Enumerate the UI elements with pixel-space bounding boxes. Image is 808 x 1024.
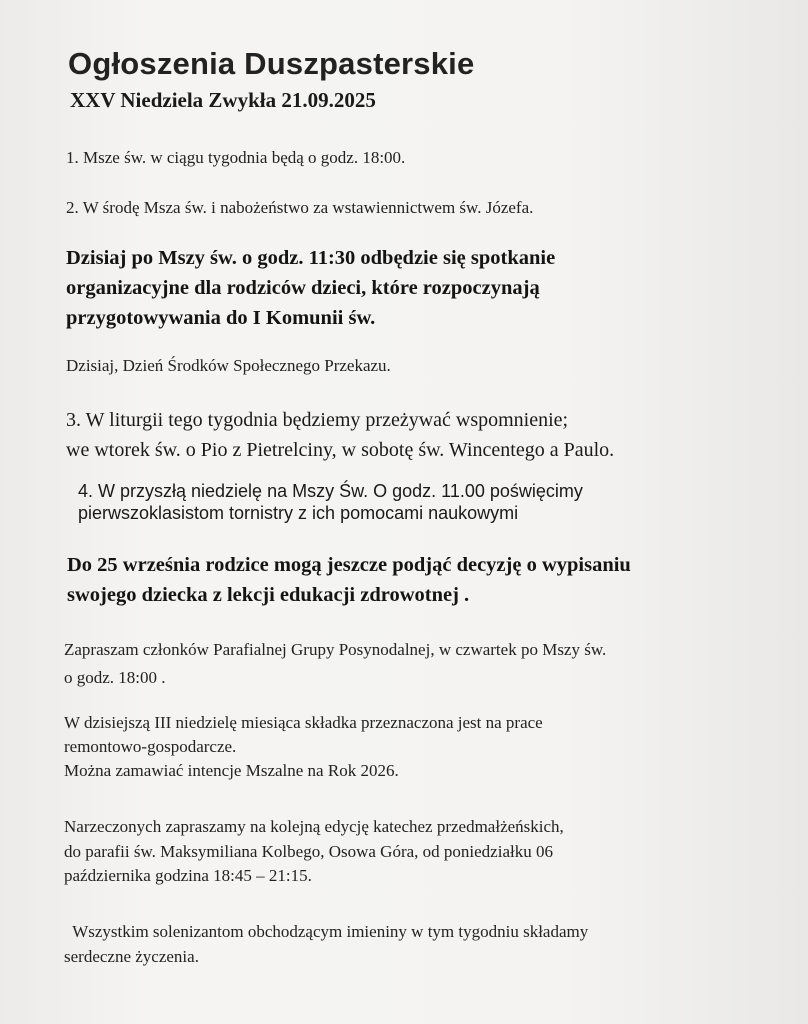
text-line: o godz. 18:00 .: [64, 668, 166, 687]
text-line: organizacyjne dla rodziców dzieci, które rozpoczynają: [66, 277, 540, 299]
text-line: Wszystkim solenizantom obchodzącym imieniny w tym tygodniu składamy: [64, 922, 589, 941]
announcement-health-education: [67, 550, 631, 610]
announcement-media-day: Dzisiaj, Dzień Środków Społecznego Przekazu.: [66, 356, 391, 375]
text-line: Narzeczonych zapraszamy na kolejną edycję katechez przedmałżeńskich,: [64, 817, 564, 836]
text-line: 3. W liturgii tego tygodnia będziemy przeżywać wspomnienie;: [66, 409, 569, 431]
text-line: swojego dziecka z lekcji edukacji zdrowotnej .: [67, 584, 470, 606]
page-title: Ogłoszenia Duszpasterskie: [68, 46, 475, 81]
announcement-premarital-catechesis: [64, 815, 564, 889]
announcement-mass-times: 1. Msze św. w ciągu tygodnia będą o godz. 18:00.: [66, 148, 406, 167]
announcement-wednesday: 2. W środę Msza św. i nabożeństwo za wstawiennictwem św. Józefa.: [66, 198, 534, 217]
announcement-first-communion-meeting: [66, 243, 555, 333]
text-line: W dzisiejszą III niedzielę miesiąca składka przeznaczona jest na prace: [64, 713, 543, 732]
text-line: Dzisiaj po Mszy św. o godz. 11:30 odbędzie się spotkanie: [66, 247, 556, 269]
text-line: serdeczne życzenia.: [64, 947, 199, 966]
announcement-collection: [64, 711, 543, 783]
announcement-synod-group: [64, 636, 606, 692]
text-line: we wtorek św. o Pio z Pietrelciny, w sobotę św. Wincentego a Paulo.: [66, 439, 615, 461]
text-line: października godzina 18:45 – 21:15.: [64, 866, 312, 885]
text-line: remontowo-gospodarcze.: [64, 737, 237, 756]
text-line: przygotowywania do I Komunii św.: [66, 307, 376, 329]
text-line: pierwszoklasistom tornistry z ich pomocami naukowymi: [78, 503, 519, 523]
text-line: Do 25 września rodzice mogą jeszcze podjąć decyzję o wypisaniu: [67, 554, 631, 576]
page-subtitle: XXV Niedziela Zwykła 21.09.2025: [70, 88, 376, 112]
text-line: Zapraszam członków Parafialnej Grupy Posynodalnej, w czwartek po Mszy św.: [64, 640, 607, 659]
text-line: Można zamawiać intencje Mszalne na Rok 2026.: [64, 761, 399, 780]
text-line: 4. W przyszłą niedzielę na Mszy Św. O godz. 11.00 poświęcimy: [78, 481, 583, 501]
announcement-school-bags: [78, 480, 583, 524]
announcement-name-day-wishes: [64, 919, 588, 969]
announcement-liturgy-week: [66, 405, 614, 465]
text-line: do parafii św. Maksymiliana Kolbego, Osowa Góra, od poniedziałku 06: [64, 841, 553, 861]
